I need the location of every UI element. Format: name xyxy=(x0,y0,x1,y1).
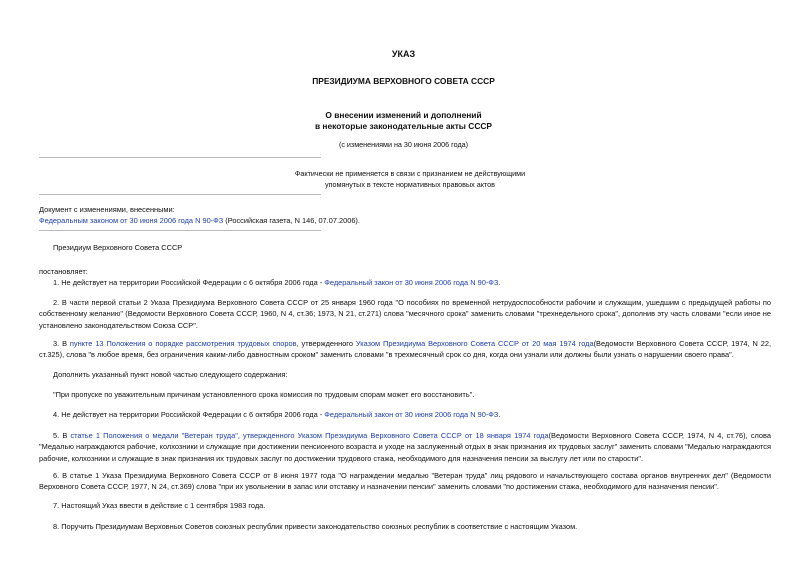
paragraph-6: 6. В статье 1 Указа Президиума Верховного Совета СССР от 8 июня 1977 года "О награждении медалью "Ветеран труда" лиц рядового и начальствующего состава органов внутренних дел" (Ведомости Верховного Совета СССР, 1977, N 24, ст.369) слова "при их увольнении в запас или отставку и назначении пенсии" заменить словами "по достижении стажа, необходимого для назначения пенсии". xyxy=(39,471,771,492)
document-subtitle xyxy=(0,110,807,132)
amending-law-source: (Российская газета, N 146, 07.07.2006). xyxy=(223,216,360,226)
veteran-medal-regulation-link[interactable]: статье 1 Положения о медали "Ветеран труда" xyxy=(70,431,238,440)
divider xyxy=(39,230,321,231)
divider xyxy=(39,157,321,158)
paragraph-5-text-a: 5. В xyxy=(53,431,71,440)
supplement-paragraph: Дополнить указанный пункт новой частью следующего содержания: xyxy=(53,370,288,379)
paragraph-2: 2. В части первой статьи 2 Указа Президиума Верховного Совета СССР от 25 января 1960 года "О пособиях по временной нетрудоспособности рабочим и служащим, ушедшим с предыдущей работы по собственному желанию" (Ведомости Верховного Совета СССР, 1960, N 4, ст.36; 1973, N 21, ст.271) слова "месячного срока" заменить словами "трехнедельного срока", дополнив эту часть словами "если иное не установлено законодательством Союза ССР". xyxy=(39,298,771,330)
paragraph-3 xyxy=(39,338,771,361)
divider xyxy=(39,194,321,195)
resolves-line: постановляет: xyxy=(39,267,88,276)
paragraph-4 xyxy=(39,409,771,420)
subtitle-line-1: О внесении изменений и дополнений xyxy=(325,110,482,120)
issuer-line: Президиум Верховного Совета СССР xyxy=(53,243,183,252)
paragraph-1-end: . xyxy=(498,278,501,287)
quote-paragraph: "При пропуске по уважительным причинам установленного срока комиссия по трудовым спорам может его восстановить". xyxy=(53,390,475,399)
paragraph-5 xyxy=(39,430,771,464)
changes-block xyxy=(39,204,639,227)
paragraph-8: 8. Поручить Президиумам Верховных Советов союзных республик привести законодательство союзных республик в соответствие с настоящим Указом. xyxy=(53,522,578,531)
amending-law-link[interactable]: Федеральным законом от 30 июня 2006 года N 90-ФЗ xyxy=(39,216,224,226)
paragraph-3-text-b: , утвержденного xyxy=(296,339,356,348)
paragraph-1 xyxy=(39,277,771,288)
paragraph-1-text: 1. Не действует на территории Российской Федерации с 6 октября 2006 года - xyxy=(53,278,325,287)
paragraph-4-end: . xyxy=(498,410,501,419)
status-note-line-1: Фактически не применяется в связи с признанием не действующими xyxy=(294,169,526,178)
status-note-line-2: упомянутых в тексте нормативных правовых актов xyxy=(324,180,496,189)
paragraph-5-text-c: (Ведомости Верховного Совета СССР, 1974, N 4, ст.76), слова "Медалью награждаются рабочие, колхозники и служащие при достижении пенсионного возраста и уходе на заслуженный отдых в знак признания их трудовых заслуг" заменить словами "Медалью награждаются рабочие, колхозники и служащие в знак признания их трудовых заслуг по достижении трудового стажа, необходимого для назначения пенсии за выслугу лет или по старости". xyxy=(39,431,771,463)
labor-disputes-regulation-link[interactable]: пункте 13 Положения о порядке рассмотрения трудовых споров xyxy=(69,339,297,348)
paragraph-4-text: 4. Не действует на территории Российской Федерации с 6 октября 2006 года - xyxy=(53,410,325,419)
changes-label: Документ с изменениями, внесенными: xyxy=(39,205,175,214)
paragraph-1-law-link[interactable]: Федеральный закон от 30 июня 2006 года N 90-ФЗ xyxy=(324,278,499,287)
decree-1974-may-link[interactable]: Указом Президиума Верховного Совета СССР от 20 мая 1974 года xyxy=(355,339,594,348)
document-issuer-title: ПРЕЗИДИУМА ВЕРХОВНОГО СОВЕТА СССР xyxy=(312,76,495,86)
paragraph-7: 7. Настоящий Указ ввести в действие с 1 сентября 1983 года. xyxy=(53,501,266,510)
paragraph-5-link-joiner[interactable]: , утвержденного xyxy=(237,431,298,440)
document-title: УКАЗ xyxy=(391,49,416,59)
paragraph-3-text-a: 3. В xyxy=(53,339,70,348)
status-note xyxy=(250,168,570,190)
paragraph-4-law-link[interactable]: Федеральный закон от 30 июня 2006 года N 90-ФЗ xyxy=(324,410,499,419)
paragraph-3-text-c: (Ведомости Верховного Совета СССР, 1974, N 22, ст.325), слова "в любое время, без ограничения каким-либо давностным сроком" заменить словами "в трехмесячный срок со дня, когда они узнали или должны были узнать о нарушении своего права". xyxy=(39,339,772,360)
subtitle-line-2: в некоторые законодательные акты СССР xyxy=(314,121,493,131)
decree-1974-january-link[interactable]: Указом Президиума Верховного Совета СССР от 18 января 1974 года xyxy=(297,431,549,440)
changes-date-note: (с изменениями на 30 июня 2006 года) xyxy=(338,140,469,149)
